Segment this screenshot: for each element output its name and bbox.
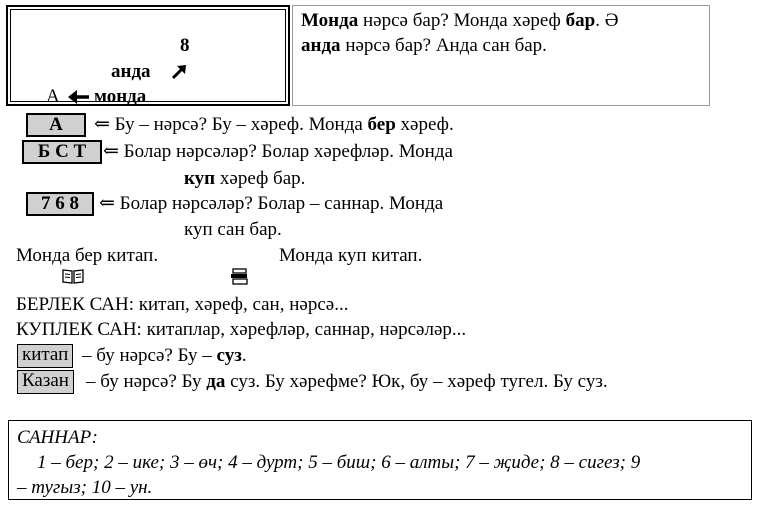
many-books-text: Монда куп китап. <box>279 245 423 266</box>
letter-number-diagram <box>6 5 290 106</box>
intro-text-1: нәрсә бар? Монда хәреф <box>358 10 566 31</box>
diagram-letter-a: А <box>46 86 60 107</box>
row-a-arrow: ⇐ <box>94 114 110 135</box>
arrow-left-icon <box>68 89 90 111</box>
numbers-box <box>8 420 752 500</box>
kitap-end: . <box>241 345 247 366</box>
kitap-sentence: – бу нәрсә? Бу – <box>82 345 217 366</box>
intro-text-3: нәрсә бар? Анда сан бар. <box>340 35 547 56</box>
arrow-up-right-icon <box>170 63 188 87</box>
numbers-title: САННАР: <box>17 427 99 448</box>
intro-bar: бар <box>565 10 596 31</box>
row-a-sentence: Бу – нәрсә? Бу – хәреф. Монда <box>109 114 368 135</box>
word-kazan-box: Казан <box>17 370 74 394</box>
kazan-text <box>86 371 608 393</box>
row-768-arrow: ⇐ <box>99 193 115 214</box>
intro-anda: анда <box>301 35 341 56</box>
row-768-sentence: Болар нәрсәләр? Болар – саннар. Монда <box>114 193 444 214</box>
numbers-line-1: 1 – бер; 2 – ике; 3 – өч; 4 – дурт; 5 – биш; 6 – алты; 7 – җиде; 8 – сигез; 9 <box>37 452 641 473</box>
diagram-number: 8 <box>180 35 190 56</box>
row-bst-line2 <box>184 168 305 190</box>
numbers-768-box: 7 6 8 <box>26 192 94 216</box>
kazan-sentence: – бу нәрсә? Бу <box>86 371 207 392</box>
numbers-line-2: – тугыз; 10 – ун. <box>17 477 153 498</box>
word-kitap-box: китап <box>17 344 73 368</box>
diagram-anda: анда <box>111 61 151 82</box>
intro-text-2: . Ә <box>595 10 619 31</box>
plural-line: КУПЛЕК САН: китаплар, хәрефләр, саннар, нәрсәләр... <box>16 319 467 340</box>
one-book-text: Монда бер китап. <box>16 245 159 266</box>
intro-text-box <box>292 5 710 106</box>
intro-monda: Монда <box>301 10 359 31</box>
row-768-line2: куп сан бар. <box>184 219 282 240</box>
letter-a-box: А <box>26 113 86 137</box>
kazan-end: суз. Бу хәрефме? Юк, бу – хәреф тугел. Бу суз. <box>225 371 608 392</box>
kitap-bold: суз <box>216 345 242 366</box>
row-a-text <box>94 114 454 136</box>
singular-line: БЕРЛЕК САН: китап, хәреф, сан, нәрсә... <box>16 294 349 315</box>
row-bst-bold: куп <box>184 168 216 189</box>
row-768-text <box>99 193 443 215</box>
row-bst-end: хәреф бар. <box>215 168 306 189</box>
kitap-text <box>82 345 247 367</box>
open-book-icon <box>62 268 84 290</box>
row-bst-arrow: ⇐ <box>103 141 119 162</box>
row-bst-text <box>103 141 453 163</box>
diagram-monda: монда <box>94 86 147 107</box>
books-stack-icon <box>230 268 250 292</box>
row-a-bold: бер <box>367 114 396 135</box>
row-bst-sentence: Болар нәрсәләр? Болар хәрефләр. Монда <box>118 141 453 162</box>
row-a-end: хәреф. <box>395 114 454 135</box>
letters-bst-box: Б С Т <box>22 140 102 164</box>
kazan-bold: да <box>206 371 226 392</box>
